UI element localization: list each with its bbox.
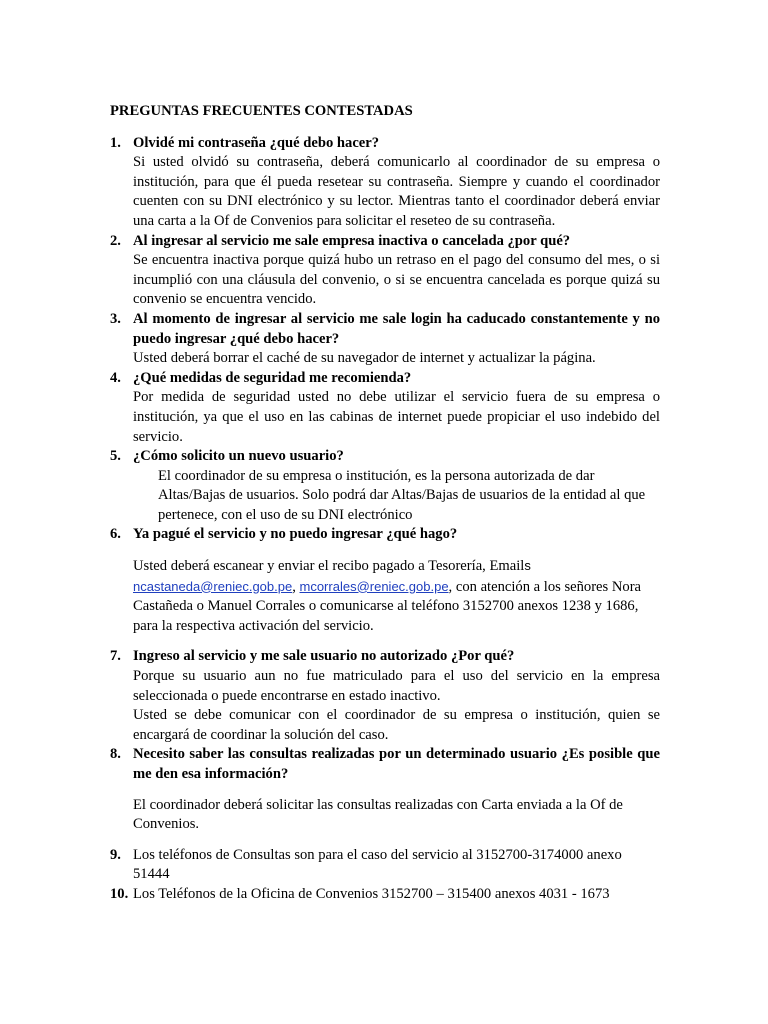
faq-number: 4. xyxy=(110,369,121,386)
faq-question: ¿Cómo solicito un nuevo usuario? xyxy=(133,448,344,465)
faq-item-3 xyxy=(110,310,660,369)
faq-question: Necesito saber las consultas realizadas por un determinado usuario ¿Es posible que me den esa información? xyxy=(133,746,660,782)
faq-item-5 xyxy=(110,447,660,525)
answer-text-suffix: s xyxy=(524,558,531,574)
faq-answer: Usted se debe comunicar con el coordinador de su empresa o institución, quien se encargará de coordinar la solución del caso. xyxy=(133,707,660,743)
faq-answer: Por medida de seguridad usted no debe utilizar el servicio fuera de su empresa o institución, ya que el uso en las cabinas de internet puede propiciar el uso indebido del servicio. xyxy=(133,389,660,445)
email-link-mcorrales[interactable]: mcorrales@reniec.gob.pe xyxy=(299,578,449,594)
faq-item-7 xyxy=(110,647,660,745)
faq-answer: Se encuentra inactiva porque quizá hubo un retraso en el pago del consumo del mes, o si incumplió con una cláusula del convenio, o si se encuentra cancelada es porque quizá su convenio se encuentra vencido. xyxy=(133,252,660,308)
faq-answer: Usted deberá borrar el caché de su navegador de internet y actualizar la página. xyxy=(133,350,596,367)
faq-question: Al ingresar al servicio me sale empresa inactiva o cancelada ¿por qué? xyxy=(133,232,571,249)
faq-text: Los Teléfonos de la Oficina de Convenios 3152700 – 315400 anexos 4031 - 1673 xyxy=(133,885,610,902)
faq-question: Ingreso al servicio y me sale usuario no autorizado ¿Por qué? xyxy=(133,648,515,665)
faq-item-1 xyxy=(110,134,660,232)
faq-item-4 xyxy=(110,369,660,447)
faq-question: ¿Qué medidas de seguridad me recomienda? xyxy=(133,369,412,386)
faq-item-2 xyxy=(110,232,660,310)
document-title: PREGUNTAS FRECUENTES CONTESTADAS xyxy=(110,103,413,119)
faq-number: 10. xyxy=(110,885,129,902)
faq-item-8 xyxy=(110,745,660,834)
faq-number: 8. xyxy=(110,746,121,763)
faq-question: Al momento de ingresar al servicio me sale login ha caducado constantemente y no puedo ingresar ¿qué debo hacer? xyxy=(133,310,660,347)
faq-item-9 xyxy=(110,846,660,885)
faq-answer: Si usted olvidó su contraseña, deberá comunicarlo al coordinador de su empresa o institución, para que él pueda resetear su contraseña. Siempre y cuando el coordinador cuenten con su DNI electrónico y su lector. Mientras tanto el coordinador deberá enviar una carta a la Of de Convenios para solicitar el reseteo de su contraseña. xyxy=(133,154,660,229)
faq-answer: El coordinador de su empresa o institución, es la persona autorizada de dar Altas/Bajas de usuarios. Solo podrá dar Altas/Bajas de usuarios de la entidad al que pertenece, con el uso de su DNI electrónico xyxy=(158,467,646,523)
faq-text: Los teléfonos de Consultas son para el caso del servicio al 3152700-3174000 anexo 51444 xyxy=(133,846,622,883)
faq-number: 7. xyxy=(110,648,121,665)
faq-answer xyxy=(133,556,660,636)
faq-number: 5. xyxy=(110,448,121,465)
faq-item-10 xyxy=(110,885,660,905)
faq-answer: El coordinador deberá solicitar las consultas realizadas con Carta enviada a la Of de Convenios. xyxy=(133,796,623,833)
faq-number: 3. xyxy=(110,310,121,327)
faq-item-6 xyxy=(110,525,660,636)
faq-answer: Porque su usuario aun no fue matriculado para el uso del servicio en la empresa seleccionada o puede encontrarse en estado inactivo. xyxy=(133,668,660,704)
document-page xyxy=(110,102,660,905)
answer-text: , con atención a los señores Nora Castañeda o Manuel Corrales o comunicarse al teléfono 3152700 anexos 1238 y 1686, para la respectiva activación del servicio. xyxy=(133,578,642,634)
faq-question: Ya pagué el servicio y no puedo ingresar ¿qué hago? xyxy=(133,526,458,543)
faq-question: Olvidé mi contraseña ¿qué debo hacer? xyxy=(133,134,380,151)
email-link-ncastaneda[interactable]: ncastaneda@reniec.gob.pe xyxy=(133,578,293,594)
answer-text: Usted deberá escanear y enviar el recibo pagado a Tesorería, Email xyxy=(133,558,525,575)
faq-number: 9. xyxy=(110,846,121,863)
faq-number: 6. xyxy=(110,526,121,543)
email-separator: , xyxy=(292,578,300,595)
faq-number: 1. xyxy=(110,134,121,151)
faq-number: 2. xyxy=(110,232,121,249)
